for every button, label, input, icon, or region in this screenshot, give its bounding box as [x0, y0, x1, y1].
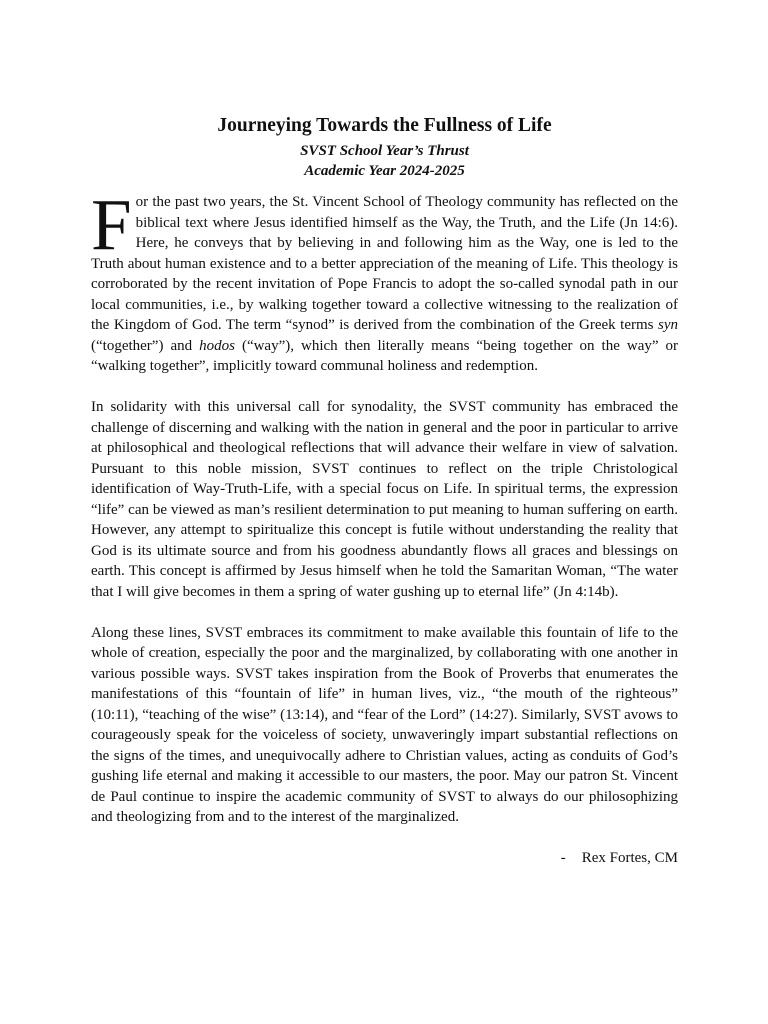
subtitle-thrust: SVST School Year’s Thrust: [300, 143, 469, 159]
document-body: [91, 114, 678, 869]
paragraph-3: Along these lines, SVST embraces its commitment to make available this fountain of life to the whole of creation, especially the poor and the marginalized, by collaborating with one another in various possible ways. SVST takes inspiration from the Book of Proverbs that enumerates the manifestations of this “fountain of life” in human lives, viz., “the mouth of the righteous” (10:11), “teaching of the wise” (13:14), and “fear of the Lord” (14:27). Similarly, SVST avows to courageously speak for the voiceless of society, unwaveringly impart substantial reflections on the signs of the times, and unequivocally adhere to Christian values, acting as conduits of God’s gushing life eternal and making it accessible to our masters, the poor. May our patron St. Vincent de Paul continue to inspire the academic community of SVST to always do our philosophizing and theologizing from and to the interest of the marginalized.: [91, 624, 678, 825]
paragraph-1-text-b: (“together”) and: [91, 337, 200, 354]
term-hodos: hodos: [199, 337, 235, 354]
paragraphs: [91, 184, 679, 828]
paragraph-1-text-a: or the past two years, the St. Vincent School of Theology community has reflected on the biblical text where Jesus identified himself as the Way, the Truth, and the Life (Jn 14:6). Here, he conveys that by believing in and following him as the Way, one is led to the Truth about human existence and to a better appreciation of the meaning of Life. This theology is corroborated by the recent invitation of Pope Francis to adopt the so-called synodal path in our local communities, i.e., by walking together toward a collective witnessing to the realization of the Kingdom of God. The term “synod” is derived from the combination of the Greek terms: [91, 194, 678, 333]
signature-name: Rex Fortes, CM: [581, 850, 678, 866]
paragraph-1: [91, 184, 679, 377]
paragraph-2: In solidarity with this universal call for synodality, the SVST community has embraced the challenge of discerning and walking with the nation in general and the poor in particular to arrive at philosophical and theological reflections that will advance their welfare in view of salvation. Pursuant to this noble mission, SVST continues to reflect on the triple Christological identification of Way-Truth-Life, with a special focus on Life. In spiritual terms, the expression “life” can be viewed as man’s resilient determination to put meaning to human suffering on earth. However, any attempt to spiritualize this concept is futile without understanding the reality that God is its ultimate source and from his goodness abundantly flows all graces and blessings on earth. This concept is affirmed by Jesus himself when he told the Samaritan Woman, “The water that I will give becomes in them a spring of water gushing up to eternal life” (Jn 4:14b).: [91, 399, 678, 600]
drop-cap-letter: F: [91, 184, 132, 265]
paragraph-1-text-c: (“way”), which then literally means “being together on the way” or “walking together”, implicitly toward communal holiness and redemption.: [91, 337, 679, 374]
subtitle-academic-year: Academic Year 2024-2025: [304, 163, 465, 179]
signature-dash: -: [560, 850, 566, 866]
page-title: Journeying Towards the Fullness of Life: [217, 115, 552, 136]
term-syn: syn: [658, 317, 678, 333]
signature: [91, 848, 678, 869]
